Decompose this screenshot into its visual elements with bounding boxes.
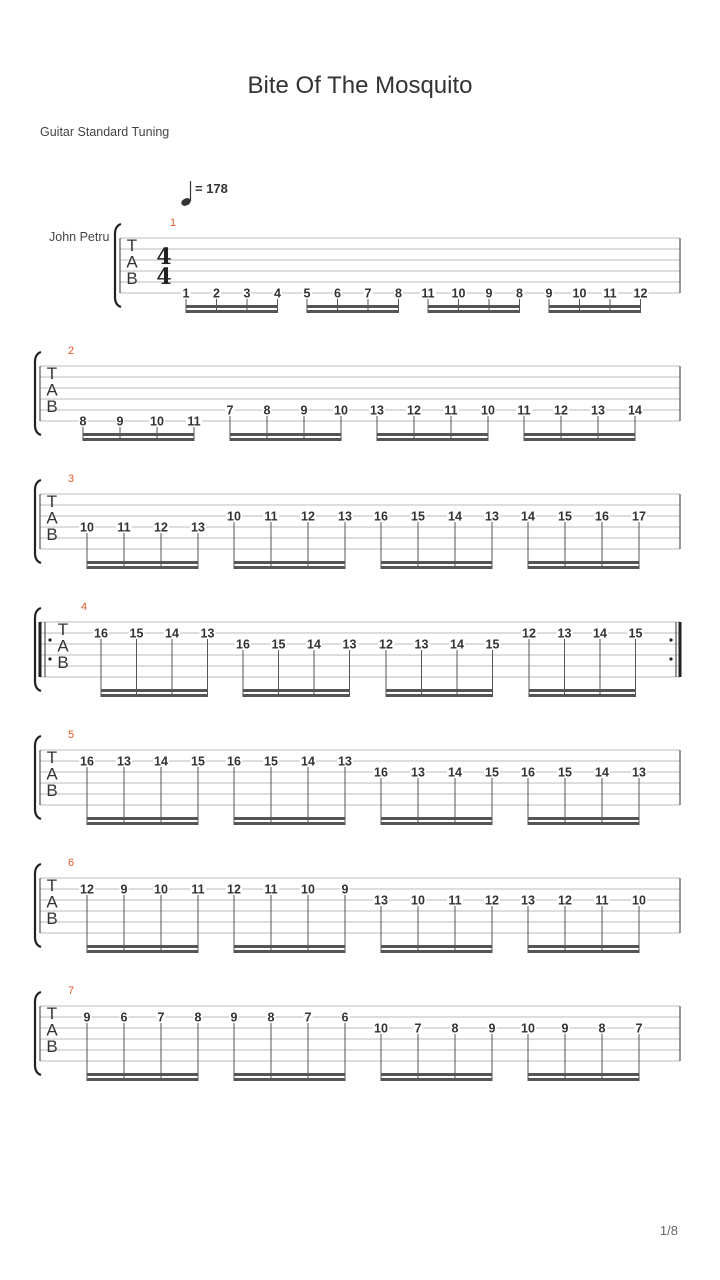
beam-secondary (528, 1073, 639, 1076)
bar-number: 4 (81, 601, 88, 613)
note-group (369, 403, 496, 441)
fret-number: 16 (521, 765, 535, 780)
fret-number: 12 (379, 637, 393, 652)
beam-secondary (87, 817, 198, 820)
fret-number: 10 (80, 520, 94, 535)
fret-number: 11 (603, 286, 617, 301)
fret-number: 15 (264, 754, 278, 769)
fret-number: 12 (522, 626, 536, 641)
beam-primary (381, 950, 492, 953)
beam-secondary (234, 945, 345, 948)
tab-letter-a: A (46, 1020, 58, 1040)
beam-secondary (101, 689, 208, 692)
fret-number: 10 (481, 403, 495, 418)
fret-number: 9 (230, 1010, 238, 1025)
fret-number: 8 (516, 286, 523, 301)
fret-number: 13 (557, 626, 572, 641)
tab-system-4 (35, 601, 680, 697)
beam-secondary (524, 433, 635, 436)
note-group (83, 1010, 203, 1081)
fret-number: 10 (154, 882, 168, 897)
note-group (373, 893, 500, 953)
note-group (79, 414, 203, 441)
fret-number: 11 (264, 882, 278, 897)
note-group (545, 286, 649, 313)
tab-letter-a: A (46, 508, 58, 528)
fret-number: 10 (521, 1021, 535, 1036)
fret-number: 16 (94, 626, 108, 641)
fret-number: 14 (301, 754, 315, 769)
fret-number: 11 (264, 509, 278, 524)
fret-number: 14 (521, 509, 535, 524)
fret-number: 15 (485, 637, 500, 652)
beam-secondary (234, 561, 345, 564)
fret-number: 15 (191, 754, 205, 769)
fret-number: 6 (341, 1010, 349, 1025)
fret-number: 12 (227, 882, 241, 897)
fret-number: 13 (632, 765, 646, 780)
fret-number: 13 (485, 509, 499, 524)
fret-number: 8 (267, 1010, 275, 1025)
fret-number: 7 (364, 286, 372, 301)
fret-number: 13 (338, 509, 352, 524)
tab-letter-t: T (46, 364, 58, 383)
beam-secondary (381, 945, 492, 948)
beam-primary (528, 566, 639, 569)
beam-secondary (528, 561, 639, 564)
beam-primary (381, 822, 492, 825)
fret-number: 13 (117, 754, 131, 769)
fret-number: 14 (450, 637, 464, 652)
fret-number: 9 (561, 1021, 569, 1036)
beam-secondary (307, 305, 399, 308)
beam-primary (307, 310, 399, 313)
fret-number: 13 (411, 765, 425, 780)
bar-number: 3 (68, 473, 75, 485)
note-group (79, 754, 206, 825)
beam-secondary (234, 1073, 345, 1076)
fret-number: 8 (451, 1021, 459, 1036)
fret-number: 15 (129, 626, 144, 641)
fret-number: 14 (595, 765, 609, 780)
fret-number: 9 (341, 882, 349, 897)
beam-primary (243, 694, 350, 697)
repeat-dot (669, 657, 672, 660)
fret-number: 17 (632, 509, 646, 524)
beam-primary (87, 950, 198, 953)
fret-number: 10 (451, 286, 466, 301)
fret-number: 12 (80, 882, 94, 897)
beam-primary (528, 1078, 639, 1081)
fret-number: 15 (411, 509, 425, 524)
note-group (79, 882, 206, 953)
fret-number: 13 (191, 520, 205, 535)
beam-primary (549, 310, 641, 313)
beam-secondary (243, 689, 350, 692)
tab-letter-t: T (46, 748, 58, 767)
fret-number: 8 (79, 414, 87, 429)
fret-number: 9 (116, 414, 124, 429)
fret-number: 9 (545, 286, 553, 301)
note-group (373, 765, 500, 825)
fret-number: 9 (488, 1021, 496, 1036)
beam-secondary (87, 561, 198, 564)
note-group (93, 626, 216, 697)
fret-number: 13 (521, 893, 535, 908)
fret-number: 6 (334, 286, 341, 301)
fret-number: 11 (117, 520, 131, 535)
fret-number: 10 (150, 414, 164, 429)
bar-number: 1 (170, 217, 177, 229)
tab-letter-b: B (46, 397, 58, 416)
fret-number: 15 (558, 509, 572, 524)
fret-number: 7 (414, 1021, 422, 1036)
fret-number: 13 (414, 637, 429, 652)
time-signature-top: 4 (156, 244, 172, 270)
beam-primary (381, 566, 492, 569)
beam-primary (377, 438, 488, 441)
tab-system-1 (115, 217, 680, 313)
repeat-dot (669, 638, 672, 641)
note-group (226, 509, 353, 569)
repeat-dot (48, 638, 51, 641)
tab-letter-b: B (46, 525, 58, 544)
tab-letter-t: T (57, 620, 69, 639)
beam-secondary (428, 305, 520, 308)
fret-number: 16 (80, 754, 94, 769)
beam-primary (386, 694, 493, 697)
fret-number: 11 (444, 403, 458, 418)
fret-number: 15 (558, 765, 572, 780)
beam-primary (83, 438, 194, 441)
tab-letter-b: B (46, 909, 58, 928)
tab-letter-t: T (46, 876, 58, 895)
note-group (378, 637, 501, 697)
fret-number: 16 (595, 509, 609, 524)
fret-number: 7 (157, 1010, 165, 1025)
beam-primary (528, 822, 639, 825)
beam-primary (428, 310, 520, 313)
fret-number: 10 (301, 882, 315, 897)
fret-number: 13 (338, 754, 352, 769)
fret-number: 10 (632, 893, 646, 908)
tab-system-6 (35, 857, 680, 953)
fret-number: 7 (304, 1010, 312, 1025)
fret-number: 10 (227, 509, 241, 524)
tab-system-7 (35, 985, 680, 1081)
fret-number: 15 (628, 626, 643, 641)
fret-number: 13 (200, 626, 215, 641)
fret-number: 13 (591, 403, 605, 418)
fret-number: 9 (83, 1010, 91, 1025)
fret-number: 12 (301, 509, 315, 524)
note-group (520, 765, 647, 825)
repeat-dot (48, 657, 51, 660)
beam-secondary (377, 433, 488, 436)
beam-secondary (549, 305, 641, 308)
fret-number: 14 (165, 626, 179, 641)
fret-number: 13 (342, 637, 357, 652)
tab-system-2 (35, 345, 680, 441)
fret-number: 16 (236, 637, 250, 652)
note-group (520, 509, 647, 569)
note-group (182, 286, 283, 313)
beam-primary (87, 1078, 198, 1081)
fret-number: 12 (407, 403, 421, 418)
fret-number: 8 (395, 286, 402, 301)
fret-number: 11 (448, 893, 462, 908)
fret-number: 4 (274, 286, 281, 301)
fret-number: 10 (572, 286, 587, 301)
fret-number: 10 (411, 893, 425, 908)
fret-number: 7 (635, 1021, 643, 1036)
tab-letter-b: B (126, 269, 138, 288)
note-group (521, 626, 644, 697)
fret-number: 3 (243, 286, 251, 301)
fret-number: 12 (485, 893, 499, 908)
beam-secondary (234, 817, 345, 820)
beam-secondary (386, 689, 493, 692)
beam-secondary (381, 817, 492, 820)
note-group (520, 893, 647, 953)
fret-number: 11 (191, 882, 205, 897)
beam-secondary (529, 689, 636, 692)
beam-secondary (87, 945, 198, 948)
tab-letter-a: A (46, 380, 58, 400)
fret-number: 11 (517, 403, 531, 418)
beam-primary (234, 950, 345, 953)
note-group (226, 403, 350, 441)
beam-primary (234, 566, 345, 569)
fret-number: 14 (154, 754, 168, 769)
fret-number: 14 (307, 637, 321, 652)
fret-number: 12 (633, 286, 648, 301)
page-number: 1/8 (659, 1223, 678, 1238)
tab-letter-b: B (46, 781, 58, 800)
fret-number: 11 (421, 286, 435, 301)
fret-number: 16 (374, 509, 388, 524)
fret-number: 14 (448, 509, 462, 524)
tab-system-3 (35, 473, 680, 569)
bar-number: 6 (68, 857, 75, 869)
tempo-marking (180, 181, 228, 207)
fret-number: 5 (303, 286, 311, 301)
time-signature-bottom: 4 (156, 264, 172, 290)
fret-number: 12 (554, 403, 568, 418)
fret-number: 15 (271, 637, 286, 652)
beam-secondary (528, 945, 639, 948)
fret-number: 16 (227, 754, 241, 769)
note-group (226, 882, 350, 953)
beam-primary (87, 822, 198, 825)
beam-primary (230, 438, 341, 441)
note-group (420, 286, 524, 313)
beam-secondary (87, 1073, 198, 1076)
tuning-label: Guitar Standard Tuning (40, 125, 170, 139)
tab-letter-a: A (57, 636, 69, 656)
bar-number: 2 (68, 345, 75, 357)
fret-number: 9 (120, 882, 128, 897)
tab-letter-a: A (46, 892, 58, 912)
instrument-name: John Petru (49, 230, 110, 244)
tempo-text: = 178 (195, 181, 228, 196)
fret-number: 13 (374, 893, 388, 908)
note-group (235, 637, 358, 697)
fret-number: 14 (593, 626, 607, 641)
fret-number: 12 (154, 520, 168, 535)
beam-primary (186, 310, 278, 313)
fret-number: 8 (194, 1010, 202, 1025)
tab-letter-b: B (46, 1037, 58, 1056)
fret-number: 9 (300, 403, 308, 418)
fret-number: 8 (263, 403, 271, 418)
beam-primary (87, 566, 198, 569)
fret-number: 15 (485, 765, 499, 780)
tab-letter-b: B (57, 653, 69, 672)
beam-secondary (83, 433, 194, 436)
note-group (226, 754, 353, 825)
tab-letter-t: T (46, 492, 58, 511)
fret-number: 13 (370, 403, 384, 418)
beam-secondary (230, 433, 341, 436)
beam-secondary (528, 817, 639, 820)
song-title: Bite Of The Mosquito (247, 72, 473, 99)
fret-number: 9 (485, 286, 493, 301)
beam-primary (234, 1078, 345, 1081)
fret-number: 7 (226, 403, 234, 418)
beam-secondary (381, 561, 492, 564)
tab-letter-t: T (46, 1004, 58, 1023)
fret-number: 14 (448, 765, 462, 780)
beam-secondary (381, 1073, 492, 1076)
beam-primary (234, 822, 345, 825)
tab-letter-a: A (46, 764, 58, 784)
beam-primary (524, 438, 635, 441)
beam-primary (381, 1078, 492, 1081)
tab-system-5 (35, 729, 680, 825)
fret-number: 10 (334, 403, 348, 418)
fret-number: 14 (628, 403, 642, 418)
fret-number: 11 (595, 893, 609, 908)
note-group (303, 286, 404, 313)
beam-primary (529, 694, 636, 697)
fret-number: 16 (374, 765, 388, 780)
tab-letter-a: A (126, 252, 138, 272)
bar-number: 7 (68, 985, 75, 997)
fret-number: 1 (182, 286, 190, 301)
fret-number: 8 (598, 1021, 606, 1036)
fret-number: 6 (120, 1010, 128, 1025)
note-group (373, 509, 500, 569)
fret-number: 10 (374, 1021, 388, 1036)
fret-number: 12 (558, 893, 572, 908)
note-group (373, 1021, 497, 1081)
beam-secondary (186, 305, 278, 308)
note-group (520, 1021, 644, 1081)
fret-number: 11 (187, 414, 201, 429)
beam-primary (101, 694, 208, 697)
bar-number: 5 (68, 729, 75, 741)
note-group (230, 1010, 350, 1081)
beam-primary (528, 950, 639, 953)
fret-number: 2 (213, 286, 220, 301)
tab-letter-t: T (126, 236, 138, 255)
note-group (516, 403, 643, 441)
